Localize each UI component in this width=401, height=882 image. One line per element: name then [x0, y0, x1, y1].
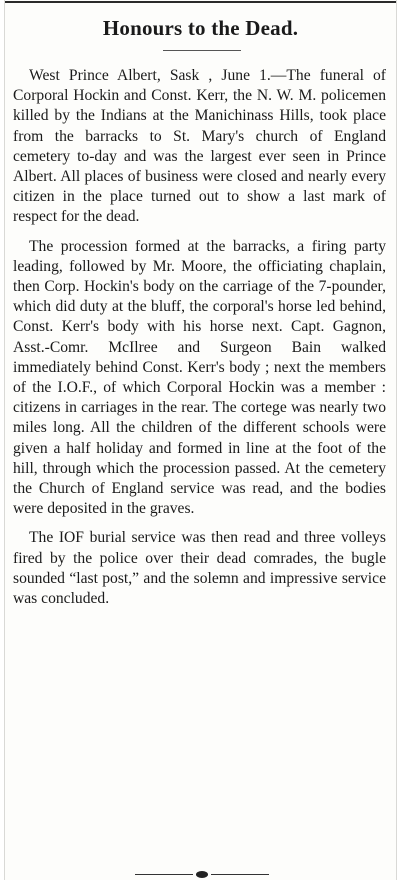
headline-divider: [163, 50, 241, 51]
article-paragraph-2: The procession formed at the barracks, a firing party leading, followed by Mr. Moore, the officiating chaplain, then Corp. Hockin's body on the carriage of the 7-pounder, which did duty at the bluff, the corporal's horse led behind, Const. Kerr's body with his horse next. Capt. Gagnon, Asst.-Comr. McIlree and Surgeon Bain walked immediately behind Const. Kerr's body ; next the members of the I.O.F., of which Corporal Hockin was a member : citizens in carriages in the rear. The cortege was nearly two miles long. All the children of the different schools were given a half holiday and formed in line at the foot of the hill, through which the procession passed. At the cemetery the Church of England service was read, and the bodies were deposited in the graves.: [13, 237, 386, 518]
end-ornament-line-right: [211, 874, 269, 875]
article-headline: Honours to the Dead.: [102, 16, 299, 40]
article-paragraph-3: The IOF burial service was then read and three volleys fired by the police over their dead comrades, the bugle sounded “last post,” and the solemn and impressive service was concluded.: [13, 529, 386, 608]
end-ornament: [5, 871, 396, 879]
article-paragraph-1: West Prince Albert, Sask , June 1.—The funeral of Corporal Hockin and Const. Kerr, the N. W. M. policemen killed by the Indians at the Manichinass Hills, took place from the barracks to St. Mary's church of England cemetery to-day and was the largest ever seen in Prince Albert. All places of business were closed and nearly every citizen in the place turned out to show a last mark of respect for the dead.: [13, 67, 386, 226]
article-body: [13, 66, 386, 609]
newspaper-clipping: [4, 0, 397, 880]
end-ornament-dot: [196, 871, 208, 878]
top-rule: [5, 1, 396, 3]
end-ornament-line-left: [135, 874, 193, 875]
